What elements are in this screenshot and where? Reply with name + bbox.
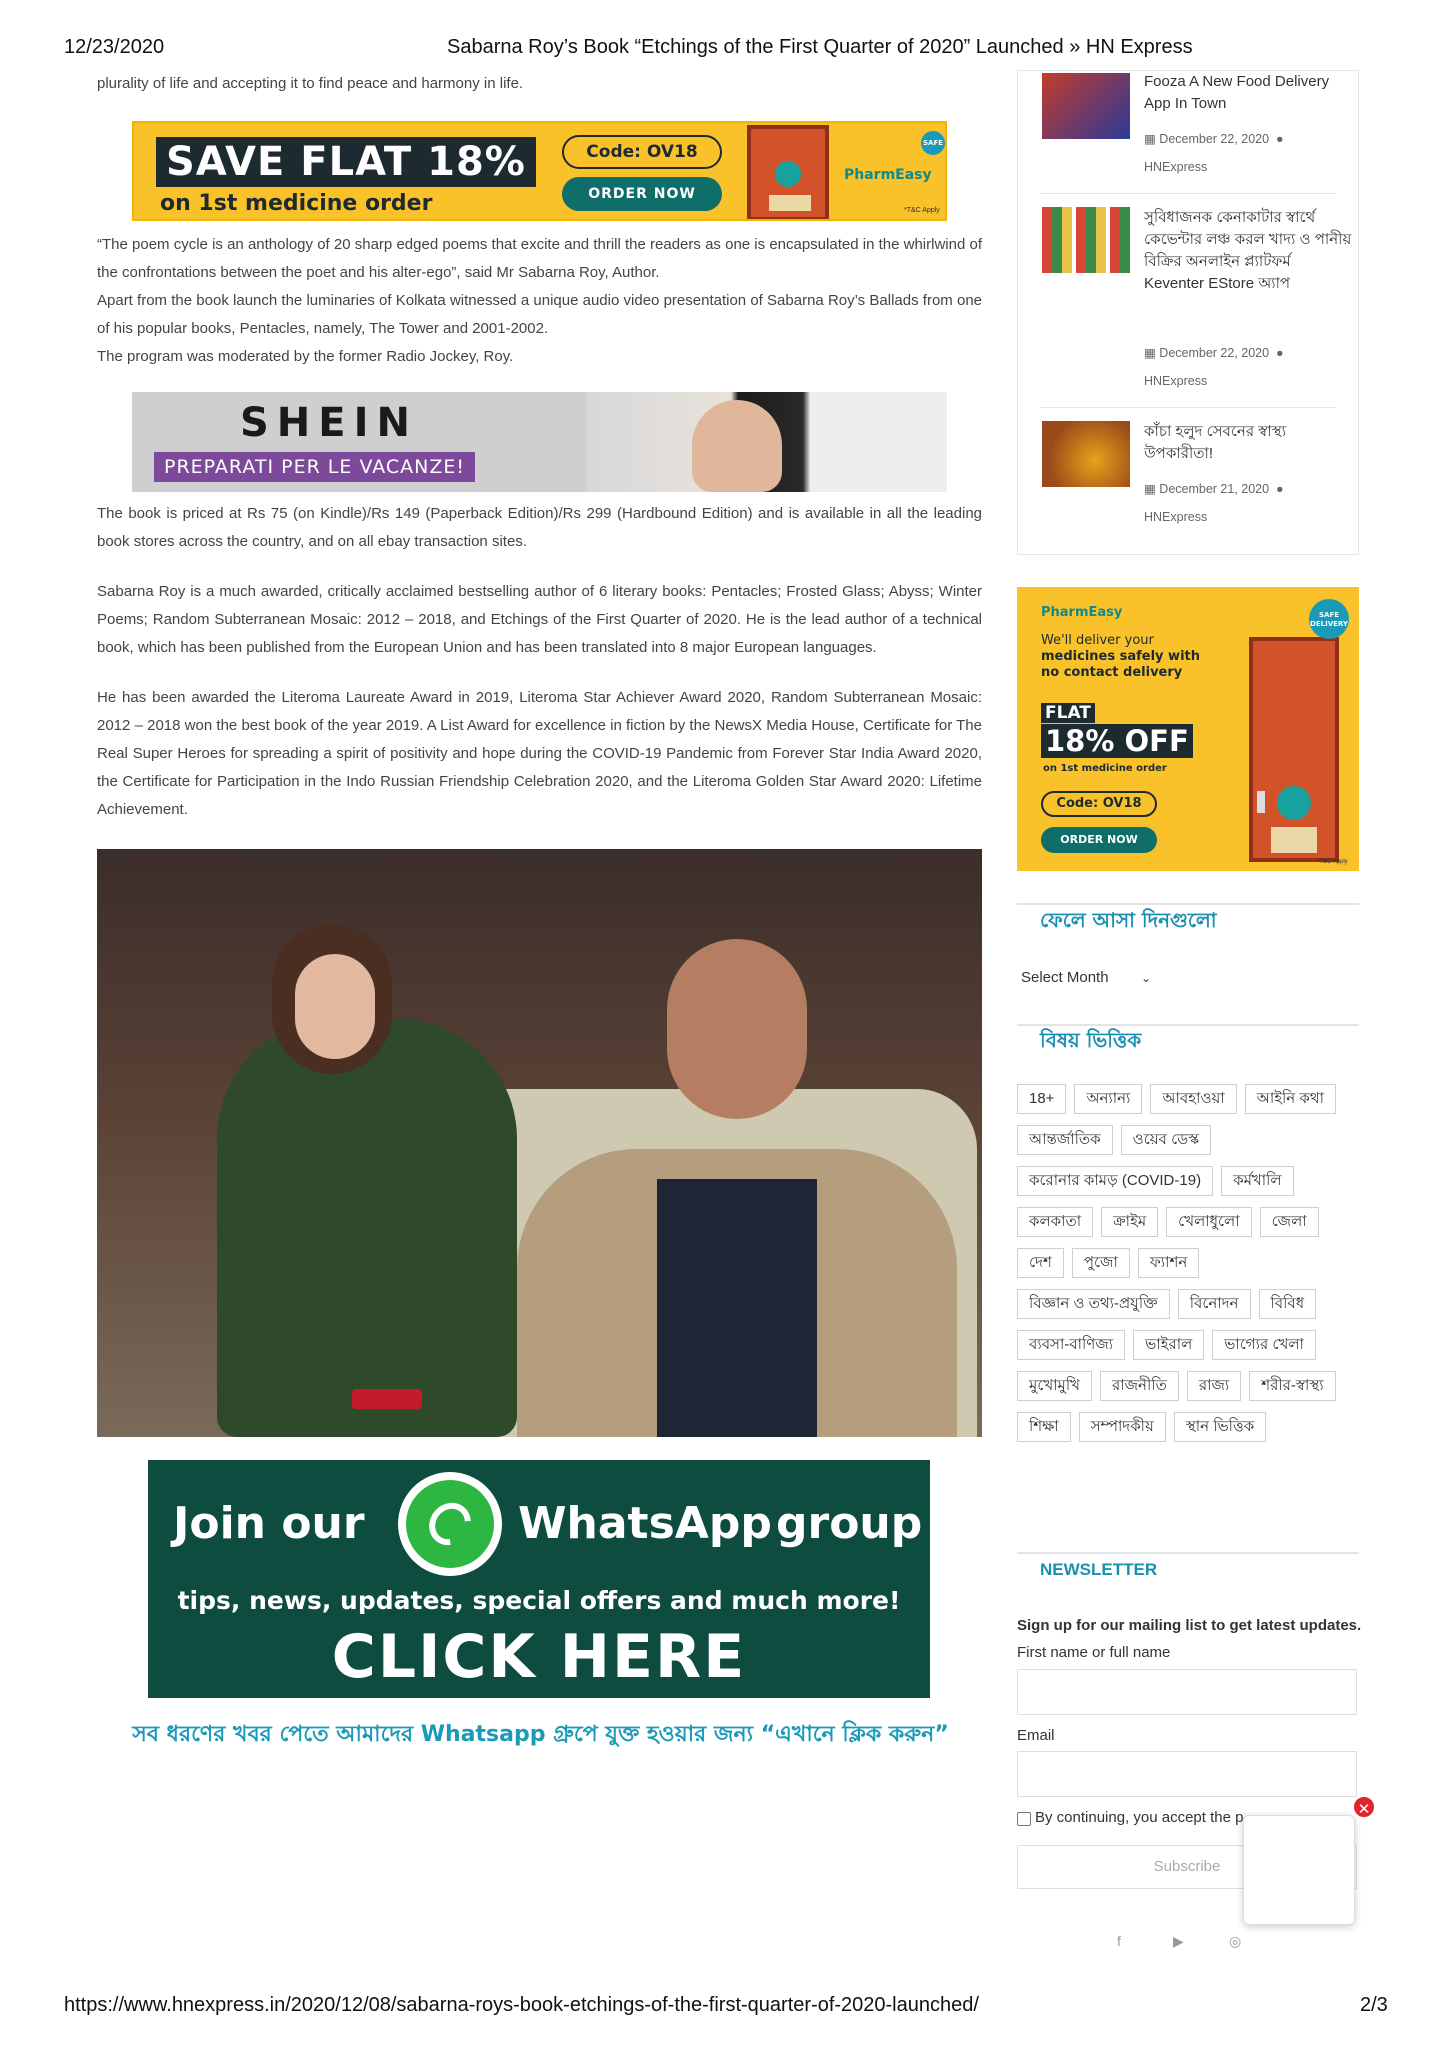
category-heading: বিষয় ভিত্তিক [1040,1028,1142,1052]
safe-badge-icon: SAFE DELIVERY [1309,599,1349,639]
post-author[interactable]: HNExpress [1144,374,1208,388]
article-paragraph: “The poem cycle is an anthology of 20 sharp edged poems that excite and thrill the readers as one is encapsulated in the whirlwind of the confrontations between the poet and his alter-ego”, said Mr Sabarna Roy, Author. [97,236,982,281]
print-title: Sabarna Roy’s Book “Etchings of the First Quarter of 2020” Launched » HN Express [447,36,1193,58]
post-thumbnail[interactable] [1042,421,1130,487]
tag-link[interactable]: আন্তর্জাতিক [1017,1125,1113,1155]
phone-icon [421,1494,480,1553]
whatsapp-icon-inner [406,1480,494,1568]
email-input[interactable] [1017,1751,1357,1797]
door-icon [747,125,829,221]
post-title-link[interactable]: কাঁচা হলুদ সেবনের স্বাস্থ্য উপকারীতা! [1144,423,1287,462]
widget-divider [1017,1552,1359,1554]
man-shirt [657,1179,817,1437]
tag-link[interactable]: জেলা [1260,1207,1319,1237]
wa-tips-text: tips, news, updates, special offers and much more! [177,1586,901,1615]
tag-link[interactable]: বিবিধ [1259,1289,1317,1319]
ad-off: 18% OFF [1041,724,1193,758]
safe-badge-icon: SAFE [921,131,945,155]
consent-checkbox[interactable] [1017,1812,1031,1826]
package-icon [769,195,811,211]
post-thumbnail[interactable] [1042,207,1130,273]
email-label: Email [1017,1727,1055,1744]
tag-link[interactable]: অন্যান্য [1074,1084,1142,1114]
wa-click-here[interactable]: CLICK HERE [331,1622,747,1692]
tag-link[interactable]: রাজ্য [1187,1371,1241,1401]
post-date: December 22, 2020 [1159,346,1270,360]
woman-face [295,954,375,1059]
article-paragraph: He has been awarded the Literoma Laureate Award in 2019, Literoma Star Achiever Award 2020, Random Subterranean Mosaic: 2012 – 2018 won the best book of the year 2019. A List Award for excellence in fiction by the NewsX Media House, Certificate for The Real Super Heroes for spreading a spirit of positivity and hope during the COVID-19 Pandemic from Forever Star India Award 2020, the Certificate for Participation in the Indo Russian Friendship Celebration 2020, and the Literoma Golden Star Award 2020: Lifetime Achievement. [97,689,982,818]
man-face [667,939,807,1119]
calendar-icon: ▦ [1144,482,1160,496]
print-url: https://www.hnexpress.in/2020/12/08/sabarna-roys-book-etchings-of-the-first-quarter-of-2020-launched/ [64,1994,979,2016]
tag-link[interactable]: করোনার কামড় (COVID-19) [1017,1166,1213,1196]
chevron-down-icon: ⌄ [1141,971,1152,985]
tag-link[interactable]: সম্পাদকীয় [1079,1412,1166,1442]
article-paragraph: Sabarna Roy is a much awarded, critically acclaimed bestselling author of 6 literary books: Pentacles; Frosted Glass; Abyss; Winter Poems; Random Subterranean Mosaic: 2012 – 2018, and Etchings of the First Quarter of 2020. He is the lead author of a technical book, which has been published from the European Union and has been translated into 8 major European languages. [97,583,982,656]
phone [352,1389,422,1409]
door-handle [1257,791,1265,813]
tag-link[interactable]: শিক্ষা [1017,1412,1071,1442]
post-author[interactable]: HNExpress [1144,510,1208,524]
post-date: December 22, 2020 [1159,132,1270,146]
tag-link[interactable]: আবহাওয়া [1150,1084,1236,1114]
name-label: First name or full name [1017,1644,1171,1661]
tag-link[interactable]: ক্রাইম [1101,1207,1158,1237]
wa-app-text: WhatsApp [518,1498,772,1549]
tag-link[interactable]: আইনি কথা [1245,1084,1336,1114]
woman-figure [217,1019,517,1437]
ad-order-button[interactable]: ORDER NOW [1041,827,1157,853]
wa-group-text: group [776,1498,923,1549]
newsletter-intro: Sign up for our mailing list to get latest updates. [1017,1617,1362,1634]
divider [1040,193,1336,194]
divider [1040,407,1336,408]
ad-line: no contact delivery [1041,665,1183,680]
print-page-number: 2/3 [1360,1994,1388,2016]
ad-tnc: *T&C Apply [1317,859,1348,865]
wa-join-text: Join our [173,1498,365,1549]
article-photo [97,849,982,1437]
widget-divider [1017,903,1359,905]
tag-link[interactable]: বিজ্ঞান ও তথ্য-প্রযুক্তি [1017,1289,1170,1319]
print-date: 12/23/2020 [64,36,165,58]
youtube-icon[interactable]: ▶ [1173,1933,1184,1949]
ad-subline: on 1st medicine order [1043,763,1167,774]
user-icon: ● [1272,346,1284,360]
tag-link[interactable]: বিনোদন [1178,1289,1251,1319]
select-value: Select Month [1021,969,1109,986]
ad-tnc: *T&C Apply [904,207,940,214]
whatsapp-icon[interactable]: ◎ [1229,1933,1242,1949]
tag-link[interactable]: কলকাতা [1017,1207,1093,1237]
floating-popup[interactable] [1243,1815,1355,1925]
shein-tagline: PREPARATI PER LE VACANZE! [154,452,475,482]
whatsapp-join-link[interactable]: সব ধরণের খবর পেতে আমাদের Whatsapp গ্রুপে যুক্ত হওয়ার জন্য “এখানে ক্লিক করুন” [132,1722,949,1747]
name-input[interactable] [1017,1669,1357,1715]
tag-link[interactable]: ফ্যাশন [1138,1248,1200,1278]
shield-icon [1277,786,1311,820]
pharmeasy-banner-ad[interactable] [132,121,947,221]
ad-line: medicines safely with [1041,649,1200,664]
shein-logo: SHEIN [240,400,418,446]
ad-subline: on 1st medicine order [160,191,433,216]
newsletter-heading: NEWSLETTER [1040,1560,1158,1579]
tag-link[interactable]: 18+ [1017,1084,1066,1114]
close-icon[interactable]: ✕ [1352,1795,1376,1819]
tag-link[interactable]: শরীর-স্বাস্থ্য [1249,1371,1335,1401]
shein-banner-ad[interactable] [132,392,947,492]
archive-heading: ফেলে আসা দিনগুলো [1040,908,1217,932]
shield-icon [775,161,801,187]
article-paragraph: plurality of life and accepting it to find peace and harmony in life. [97,75,524,92]
tag-link[interactable]: স্থান ভিত্তিক [1174,1412,1266,1442]
user-icon: ● [1272,132,1284,146]
post-title-link[interactable]: সুবিধাজনক কেনাকাটার স্বার্থে কেভেন্টার লঞ্চ করল খাদ্য ও পানীয় বিক্রির অনলাইন প্ল্যাটফর্ম Keventer EStore অ্যাপ [1144,209,1352,292]
ad-code: Code: OV18 [562,135,722,169]
calendar-icon: ▦ [1144,132,1160,146]
package-icon [1271,827,1317,853]
user-icon: ● [1272,482,1284,496]
tag-link[interactable]: ভাগ্যের খেলা [1212,1330,1316,1360]
article-block [97,231,982,371]
calendar-icon: ▦ [1144,346,1160,360]
ad-line: We'll deliver your [1041,633,1154,648]
ad-brand: PharmEasy [844,167,932,183]
tag-link[interactable]: মুখোমুখি [1017,1371,1092,1401]
tag-link[interactable]: ওয়েব ডেস্ক [1121,1125,1211,1155]
recent-posts-widget [1017,70,1359,555]
subscribe-button[interactable]: Subscribe [1017,1845,1357,1889]
tag-link[interactable]: পুজো [1072,1248,1130,1278]
tag-cloud [1017,1084,1357,1442]
tag-link[interactable]: ব্যবসা-বাণিজ্য [1017,1330,1125,1360]
post-title-link[interactable]: Fooza A New Food Delivery App In Town [1144,73,1330,112]
tag-link[interactable]: কর্মখালি [1221,1166,1294,1196]
ad-brand: PharmEasy [1041,605,1123,620]
tag-link[interactable]: ভাইরাল [1133,1330,1204,1360]
ad-headline: SAVE FLAT 18% [156,137,536,187]
post-author[interactable]: HNExpress [1144,160,1208,174]
tag-link[interactable]: দেশ [1017,1248,1064,1278]
ad-flat: FLAT [1041,703,1095,723]
post-meta [1144,129,1284,149]
post-date: December 21, 2020 [1159,482,1270,496]
door-icon [1249,637,1339,862]
ad-code: Code: OV18 [1041,791,1157,817]
pharmeasy-side-ad[interactable] [1017,587,1359,871]
consent-label: By continuing, you accept the p [1035,1809,1244,1826]
whatsapp-join-banner[interactable] [148,1460,930,1698]
archive-month-select[interactable] [1017,965,1159,991]
post-meta [1144,343,1284,363]
article-paragraph: Apart from the book launch the luminaries of Kolkata witnessed a unique audio video presentation of Sabarna Roy’s Ballads from one of his popular books, Pentacles, namely, The Tower and 2001-2002. [97,292,982,337]
post-meta [1144,479,1284,499]
facebook-icon[interactable]: f [1117,1933,1121,1949]
tag-link[interactable]: খেলাধুলো [1166,1207,1251,1237]
article-paragraph: The book is priced at Rs 75 (on Kindle)/Rs 149 (Paperback Edition)/Rs 299 (Hardbound Edition) and is available in all the leading book stores across the country, and on all ebay transaction sites. [97,505,982,550]
post-thumbnail[interactable] [1042,73,1130,139]
article-paragraph: The program was moderated by the former Radio Jockey, Roy. [97,348,514,365]
ad-order-button[interactable]: ORDER NOW [562,177,722,211]
model-face [692,400,782,492]
tag-link[interactable]: রাজনীতি [1100,1371,1179,1401]
